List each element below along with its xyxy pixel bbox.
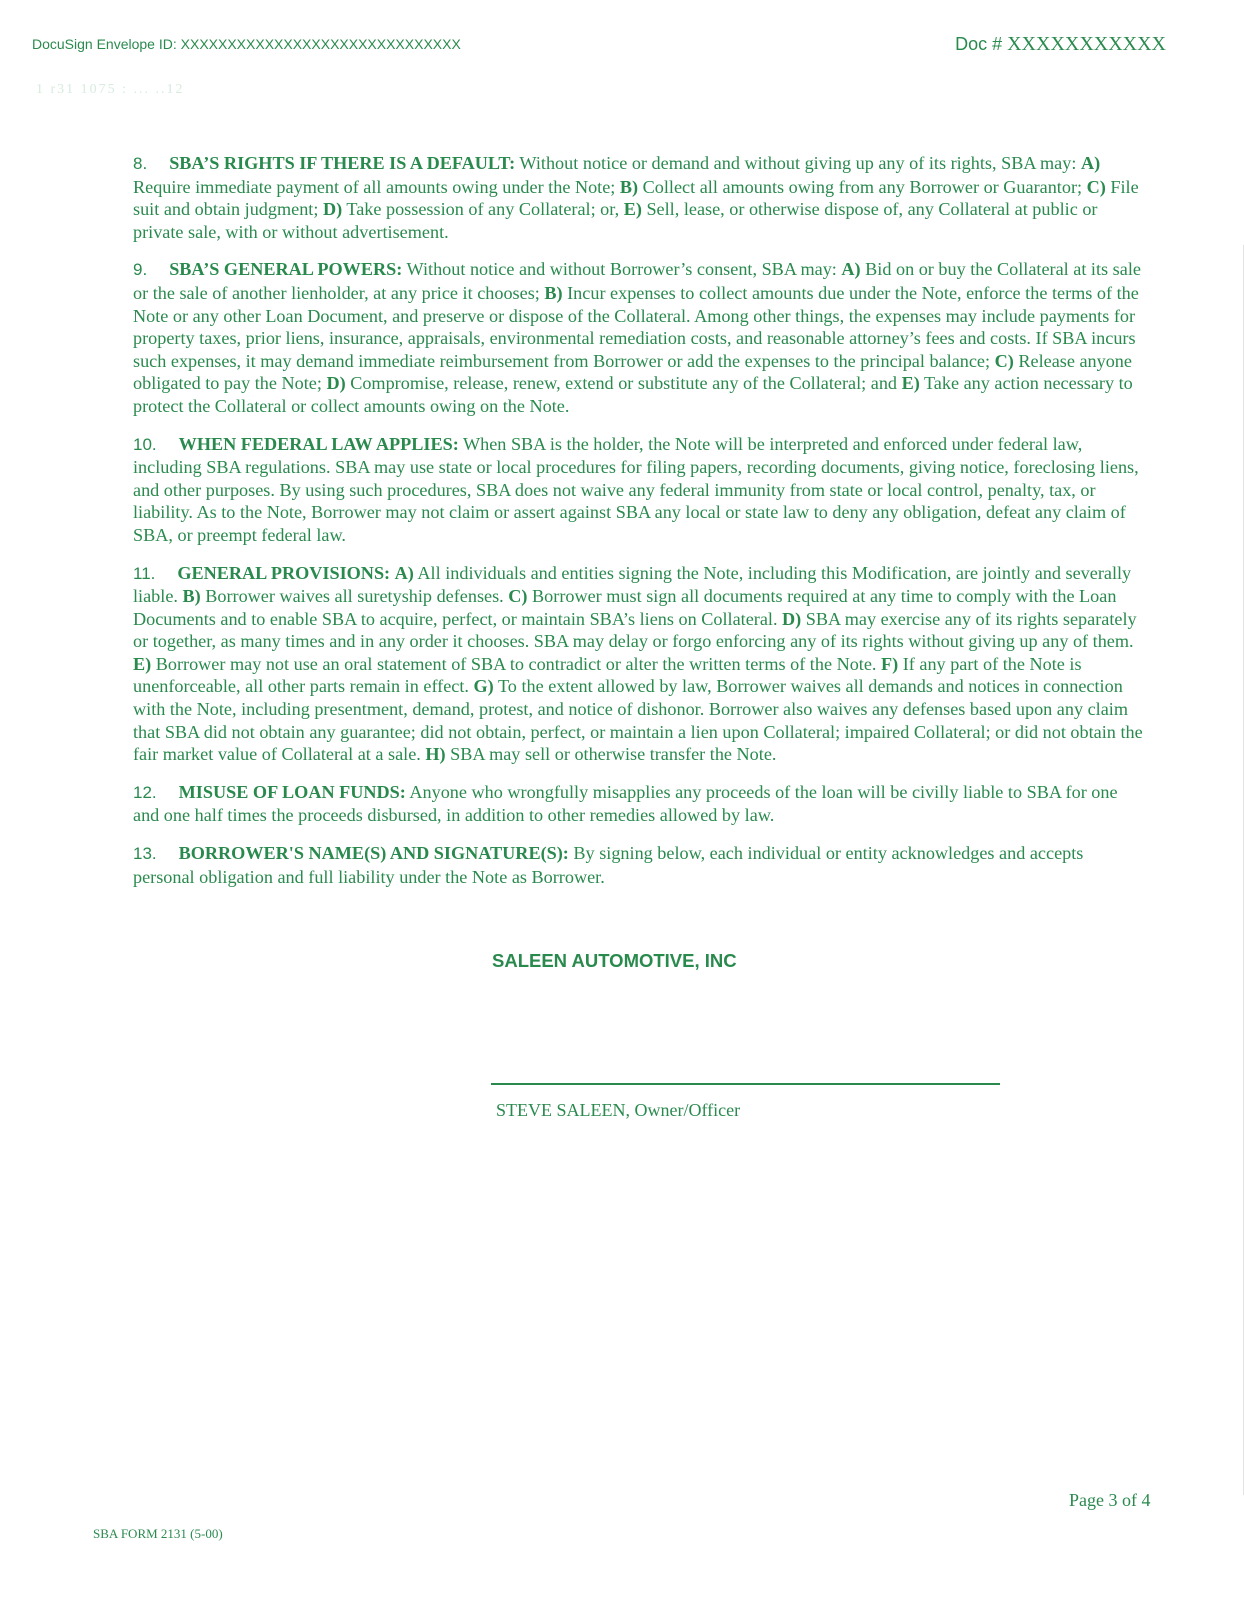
section-heading: GENERAL PROVISIONS:: [177, 562, 391, 583]
envelope-id-label: DocuSign Envelope ID:: [32, 36, 177, 52]
signer-name: STEVE SALEEN, Owner/Officer: [496, 1100, 741, 1120]
form-id: SBA FORM 2131 (5-00): [93, 1526, 223, 1541]
clause-marker: D): [322, 199, 343, 220]
doc-number-value: XXXXXXXXXXX: [1007, 33, 1166, 55]
section-11: [133, 562, 1143, 766]
section-9: [133, 258, 1143, 417]
section-number: 12.: [133, 782, 157, 802]
section-13: [133, 842, 1143, 888]
clause-marker: C): [508, 586, 528, 607]
clause-marker: C): [994, 350, 1014, 371]
doc-number: [955, 33, 1166, 56]
section-8: [133, 152, 1143, 243]
envelope-id-line: [32, 36, 461, 52]
section-text: Bid on or buy the Collateral at its sale or the sale of another lienholder, at any price it chooses;: [133, 259, 1141, 303]
clause-marker: H): [425, 744, 446, 765]
section-text: SBA may sell or otherwise transfer the Note.: [445, 744, 777, 765]
section-number: 9.: [133, 260, 148, 280]
section-text: Release anyone obligated to pay the Note;: [133, 350, 1132, 394]
company-name: SALEEN AUTOMOTIVE, INC: [492, 950, 737, 971]
section-number: 10.: [133, 434, 157, 454]
envelope-id-value: XXXXXXXXXXXXXXXXXXXXXXXXXXXXXX: [180, 36, 461, 52]
section-heading: WHEN FEDERAL LAW APPLIES:: [178, 433, 459, 454]
section-text: Incur expenses to collect amounts due under the Note, enforce the terms of the Note or any other Loan Document, and preserve or dispose of the Collateral. Among other things, the expenses may include payments for property taxes, prior liens, insurance, appraisals, environmental remediation costs, and reasonable attorney’s fees and costs. If SBA incurs such expenses, it may demand immediate reimbursement from Borrower or add the expenses to the principal balance;: [133, 282, 1139, 371]
section-text: Take any action necessary to protect the Collateral or collect amounts owing on the Note.: [133, 373, 1133, 416]
section-12: [133, 781, 1143, 827]
faint-reference: 1 r31 1075 : ... ..12: [36, 82, 185, 97]
section-number: 8.: [133, 154, 148, 173]
document-body: [133, 152, 1143, 903]
section-text: By signing below, each individual or entity acknowledges and accepts personal obligation and full liability under the Note as Borrower.: [133, 843, 1084, 887]
signature-line: [491, 1083, 1000, 1085]
clause-marker: B): [182, 586, 201, 607]
clause-marker: A): [1080, 153, 1101, 173]
clause-marker: B): [544, 282, 563, 303]
section-text: Compromise, release, renew, extend or substitute any of the Collateral; and: [345, 373, 902, 394]
clause-marker: E): [133, 653, 152, 674]
section-number: 13.: [133, 844, 157, 864]
section-text: Borrower waives all suretyship defenses.: [200, 586, 509, 607]
section-text: To the extent allowed by law, Borrower waives all demands and notices in connection with the Note, including presentment, demand, protest, and notice of dishonor. Borrower also waives any defenses based upon any claim that SBA did not obtain any guarantee; did not obtain, perfect, or maintain a lien upon Collateral; impaired Collateral; or did not obtain the fair market value of Collateral at a sale.: [133, 676, 1143, 765]
section-text: If any part of the Note is unenforceable, all other parts remain in effect.: [133, 653, 1082, 697]
section-text: Without notice or demand and without giving up any of its rights, SBA may:: [515, 153, 1081, 173]
section-10: [133, 433, 1143, 547]
section-text: Without notice and without Borrower’s consent, SBA may:: [402, 259, 842, 280]
clause-marker: D): [782, 608, 802, 629]
clause-marker: D): [326, 373, 346, 394]
page-number: Page 3 of 4: [1069, 1490, 1151, 1510]
clause-marker: C): [1086, 176, 1106, 197]
clause-marker: E): [623, 199, 642, 220]
section-text: When SBA is the holder, the Note will be interpreted and enforced under federal law, including SBA regulations. SBA may use state or local procedures for filing papers, recording documents, giving notice, foreclosing liens, and other purposes. By using such procedures, SBA does not waive any federal immunity from state or local control, penalty, tax, or liability. As to the Note, Borrower may not claim or assert against SBA any local or state law to deny any obligation, defeat any claim of SBA, or preempt federal law.: [133, 433, 1139, 545]
clause-marker: A): [841, 259, 861, 280]
section-text: Sell, lease, or otherwise dispose of, any Collateral at public or private sale, with or without advertisement.: [133, 199, 1098, 242]
section-text: File suit and obtain judgment;: [133, 176, 1139, 220]
section-heading: SBA’S GENERAL POWERS:: [169, 259, 403, 280]
section-heading: SBA’S RIGHTS IF THERE IS A DEFAULT:: [169, 153, 516, 173]
doc-number-label: Doc #: [955, 34, 1003, 54]
section-text: Borrower may not use an oral statement of SBA to contradict or alter the written terms of the Note.: [151, 653, 882, 674]
section-text: Anyone who wrongfully misapplies any proceeds of the loan will be civilly liable to SBA for one and one half times the proceeds disbursed, in addition to other remedies allowed by law.: [133, 781, 1118, 826]
section-text: Collect all amounts owing from any Borrower or Guarantor;: [638, 176, 1087, 197]
section-heading: BORROWER'S NAME(S) AND SIGNATURE(S):: [178, 843, 569, 864]
section-text: SBA may exercise any of its rights separately or together, as many times and in any order it chooses. SBA may delay or forgo enforcing any of its rights without giving up any of them.: [133, 608, 1137, 652]
section-text: Take possession of any Collateral; or,: [342, 199, 624, 220]
section-text: Require immediate payment of all amounts owing under the Note;: [133, 176, 620, 197]
clause-marker: E): [901, 373, 920, 394]
clause-marker: B): [619, 176, 639, 197]
section-number: 11.: [133, 563, 156, 583]
section-heading: MISUSE OF LOAN FUNDS:: [178, 781, 406, 802]
clause-marker: A): [394, 562, 414, 583]
section-text: Borrower must sign all documents required at any time to comply with the Loan Documents and to enable SBA to acquire, perfect, or maintain SBA’s liens on Collateral.: [133, 586, 1117, 629]
clause-marker: F): [881, 653, 899, 674]
clause-marker: G): [473, 676, 494, 697]
section-text: All individuals and entities signing the Note, including this Modification, are jointly and severally liable.: [133, 562, 1132, 607]
